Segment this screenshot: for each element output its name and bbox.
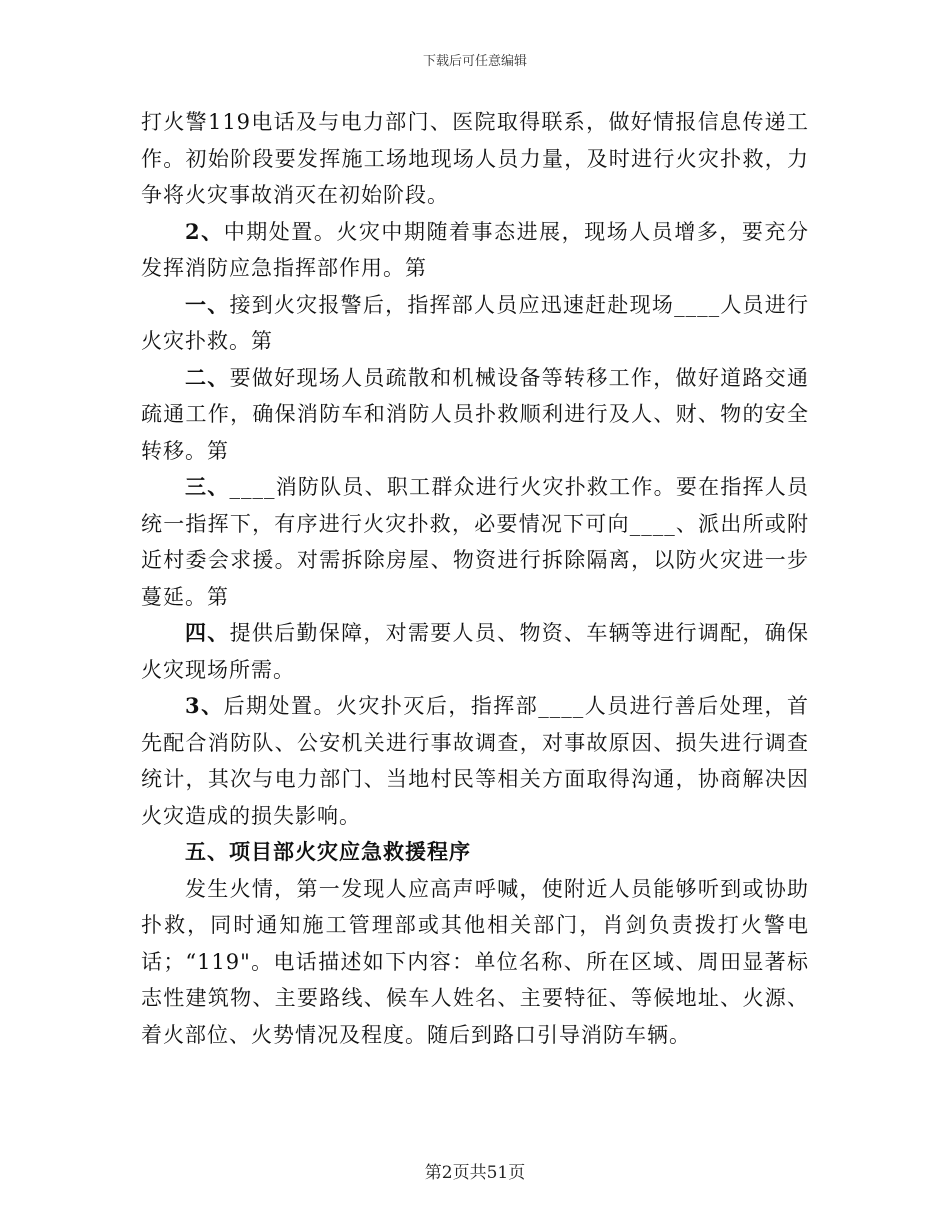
- paragraph-number: 3、: [185, 693, 224, 718]
- page-number: 第2页共51页: [424, 1163, 526, 1183]
- paragraph-item-4: [141, 615, 809, 688]
- paragraph-number: 三、: [185, 474, 230, 499]
- page-header: 下载后可任意编辑: [422, 54, 527, 69]
- paragraph-number: 一、: [185, 291, 230, 317]
- paragraph-text: 打火警119电话及与电力部门、医院取得联系，做好情报信息传递工作。初始阶段要发挥施工场地现场人员力量，及时进行火灾扑救，力争将火灾事故消灭在初始阶段。: [141, 110, 809, 207]
- paragraph-text: 要做好现场人员疏散和机械设备等转移工作，做好道路交通疏通工作，确保消防车和消防人员扑救顺利进行及人、财、物的安全转移。第: [141, 365, 809, 463]
- paragraph-number: 二、: [185, 364, 230, 390]
- paragraph-item-1: [141, 287, 809, 360]
- paragraph-number: 四、: [185, 620, 230, 645]
- paragraph-text: 后期处置。火灾扑灭后，指挥部____人员进行善后处理，首先配合消防队、公安机关进行事故调查，对事故原因、损失进行调查统计，其次与电力部门、当地村民等相关方面取得沟通，协商解决因火灾造成的损失影响。: [141, 694, 809, 828]
- paragraph-number: 2、: [185, 218, 224, 244]
- paragraph-mid-stage: [141, 214, 809, 287]
- paragraph-text: ____消防队员、职工群众进行火灾扑救工作。要在指挥人员统一指挥下，有序进行火灾扑救，必要情况下可向____、派出所或附近村委会求援。对需拆除房屋、物资进行拆除隔离，以防火灾进一步蔓延。第: [141, 475, 810, 609]
- section-heading: 五、项目部火灾应急救援程序: [185, 839, 471, 864]
- paragraph-item-3: [141, 469, 809, 615]
- paragraph-text: 提供后勤保障，对需要人员、物资、车辆等进行调配，确保火灾现场所需。: [141, 621, 809, 682]
- document-body: [141, 104, 809, 1053]
- paragraph-late-stage: [141, 688, 809, 834]
- paragraph-procedure: 发生火情，第一发现人应高声呼喊，使附近人员能够听到或协助扑救，同时通知施工管理部或其他相关部门，肖剑负责拨打火警电话；“119"。电话描述如下内容：单位名称、所在区域、周田显著标志性建筑物、主要路线、候车人姓名、主要特征、等候地址、火源、着火部位、火势情况及程度。随后到路口引导消防车辆。: [141, 876, 809, 1047]
- paragraph-text: 中期处置。火灾中期随着事态进展，现场人员增多，要充分发挥消防应急指挥部作用。第: [141, 219, 809, 280]
- paragraph-continuation: [141, 104, 809, 214]
- paragraph-text: 接到火灾报警后，指挥部人员应迅速赶赴现场____人员进行火灾扑救。第: [141, 292, 810, 353]
- paragraph-item-2: [141, 360, 809, 470]
